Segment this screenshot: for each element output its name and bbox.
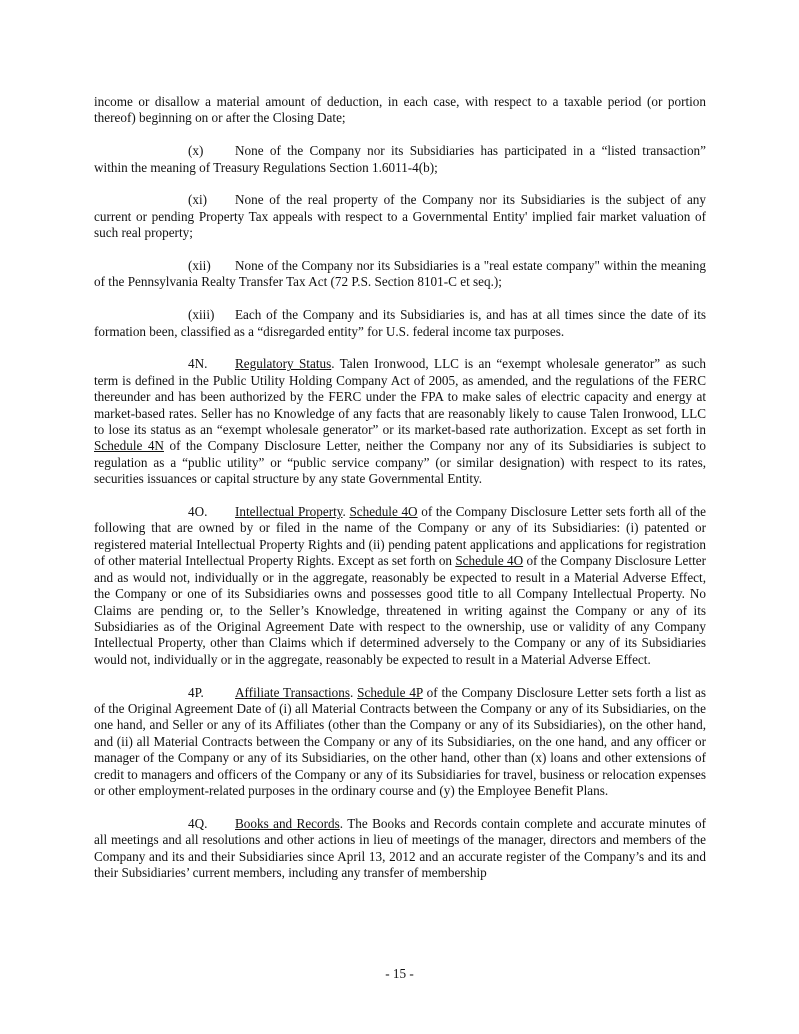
section-heading: Affiliate Transactions [235, 684, 350, 700]
section-text: of the Company Disclosure Letter sets forth a list as of the Original Agreement Date of (i) all Material Contracts between the Company or any of its Subsidiaries, on the one hand, and Seller or any of its Affiliates (other than the Company or any of its Subsidiaries), on the other hand, and (ii) all Material Contracts between the Company or any of its Subsidiaries, on the one hand, and any officer or manager of the Company or any of its Subsidiaries, on the other hand, other than (x) loans and other extensions of credit to managers and officers of the Company or any of its Subsidiaries for travel, business or relocation expenses or other employment-related purposes in the ordinary course and (y) the Employee Benefit Plans. [94, 684, 706, 798]
section-text: of the Company Disclosure Letter and as would not, individually or in the aggregate, reasonably be expected to result in a Material Adverse Effect, the Company or one of its Subsidiaries owns and possesses good title to all Company Intellectual Property. No Claims are pending or, to the Seller’s Knowledge, threatened in writing against the Company or any of its Subsidiaries as of the Original Agreement Date with respect to the ownership, use or validity of any Company Intellectual Property, other than Claims which if determined adversely to the Company or any of its Subsidiaries would not, individually or in the aggregate, reasonably be expected to result in a Material Adverse Effect. [94, 553, 706, 667]
section-number: 4N. [188, 356, 208, 372]
section-4o-intellectual-property [94, 504, 706, 668]
item-number: (x) [188, 143, 204, 159]
item-number: (xi) [188, 192, 208, 208]
section-4q-books-and-records [94, 816, 706, 882]
schedule-reference: Schedule 4P [357, 684, 423, 700]
tax-item-x [94, 143, 706, 176]
section-text: . The Books and Records contain complete and accurate minutes of all meetings and all resolutions and other actions in lieu of meetings of the manager, directors and members of the Company and its and their Subsidiaries since April 13, 2012 and an accurate register of the Company’s and its and their Subsidiaries’ current members, including any transfer of membership [94, 815, 707, 880]
continuation-paragraph: income or disallow a material amount of deduction, in each case, with respect to a taxable period (or portion thereof) beginning on or after the Closing Date; [94, 94, 706, 126]
section-text: of the Company Disclosure Letter sets forth all of the following that are owned by or filed in the name of the Company or any of its Subsidiaries: (i) patented or registered material Intellectual Property Rights and (ii) pending patent applications and applications for registration of other material Intellectual Property Rights. Except as set forth on [94, 504, 706, 569]
section-heading: Regulatory Status [235, 356, 332, 372]
section-heading: Intellectual Property [235, 504, 343, 520]
item-text: None of the Company nor its Subsidiaries has participated in a “listed transaction” within the meaning of Treasury Regulations Section 1.6011-4(b); [94, 143, 706, 175]
section-text: . [349, 684, 358, 700]
tax-item-xi [94, 192, 706, 241]
document-page [94, 94, 706, 898]
section-text: . [342, 504, 350, 520]
tax-item-xii [94, 258, 706, 291]
section-text: of the Company Disclosure Letter, neither the Company nor any of its Subsidiaries is subject to regulation as a “public utility” or “public service company” (or similar designation) with respect to its rates, securities issuances or capital structure by any state Governmental Entity. [94, 438, 706, 487]
section-number: 4P. [188, 684, 204, 700]
section-4p-affiliate-transactions [94, 685, 706, 800]
schedule-reference: Schedule 4O [455, 553, 524, 569]
section-number: 4Q. [188, 815, 208, 831]
item-text: Each of the Company and its Subsidiaries is, and has at all times since the date of its formation been, classified as a “disregarded entity” for U.S. federal income tax purposes. [94, 307, 706, 339]
schedule-reference: Schedule 4O [349, 504, 418, 520]
section-4n-regulatory-status [94, 356, 706, 487]
item-number: (xiii) [188, 307, 215, 323]
item-text: None of the real property of the Company nor its Subsidiaries is the subject of any current or pending Property Tax appeals with respect to a Governmental Entity' implied fair market valuation of such real property; [94, 192, 706, 241]
item-text: None of the Company nor its Subsidiaries is a "real estate company" within the meaning of the Pennsylvania Realty Transfer Tax Act (72 P.S. Section 8101-C et seq.); [94, 258, 706, 290]
section-heading: Books and Records [235, 815, 340, 831]
tax-item-xiii [94, 307, 706, 340]
section-text: . Talen Ironwood, LLC is an “exempt wholesale generator” as such term is defined in the Public Utility Holding Company Act of 2005, as amended, and the regulations of the FERC thereunder and has been authorized by the FERC under the FPA to make sales of electric capacity and energy at market-based rates. Seller has no Knowledge of any facts that are reasonably likely to cause Talen Ironwood, LLC to lose its status as an “exempt wholesale generator” or its market-based rate authorization. Except as set forth in [94, 356, 707, 438]
section-number: 4O. [188, 504, 208, 520]
schedule-reference: Schedule 4N [94, 438, 164, 454]
page-number: - 15 - [385, 966, 414, 981]
item-number: (xii) [188, 258, 211, 274]
